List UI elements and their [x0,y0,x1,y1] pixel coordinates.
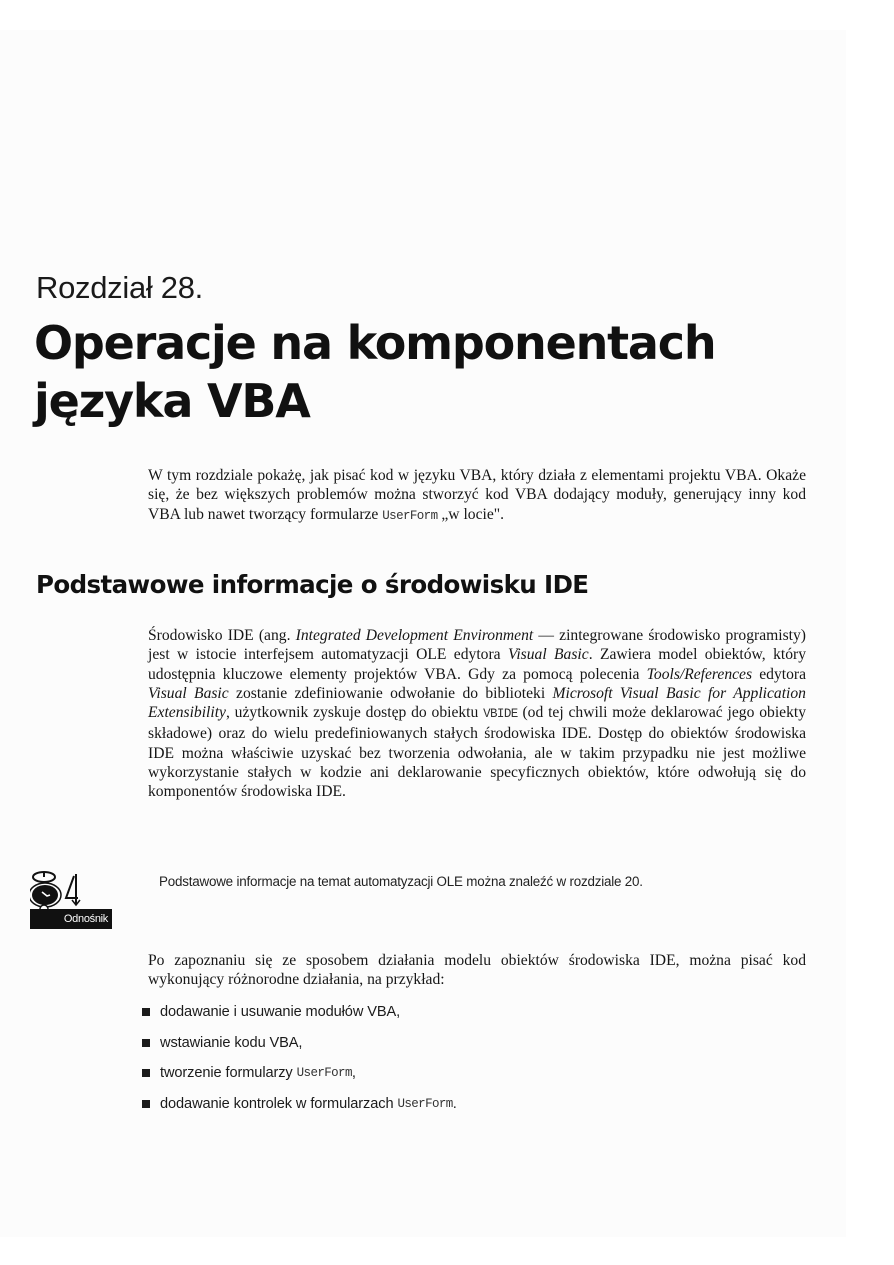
text-span: — zintegrowane środowisko programisty) jest w istocie interfejsem automatyzacji OLE edytora [148,627,806,664]
examples-list [142,1002,457,1125]
intro-paragraph [148,466,806,526]
list-item [142,1063,457,1094]
list-item-text: dodawanie kontrolek w formularzach [160,1096,394,1113]
note-text: Podstawowe informacje na temat automatyzacji OLE można znaleźć w rozdziale 20. [159,874,643,889]
text-span: Środowisko IDE (ang. [148,627,296,644]
list-item-suffix: , [351,1065,356,1082]
chapter-number: Rozdział 28. [36,270,203,305]
ide-paragraph [148,626,806,802]
bullet-square-icon [142,1100,150,1108]
inline-code: UserForm [382,508,438,523]
italic-term: Tools/References [646,665,753,683]
inline-code: VBIDE [483,707,518,722]
inline-code: UserForm [397,1097,453,1112]
italic-term: Integrated Development Environment [295,627,534,644]
italic-term: Visual Basic [507,646,589,664]
italic-term: Visual Basic [148,684,229,702]
cross-reference-icon [30,868,130,930]
list-item [142,1094,457,1125]
text-span: . Zawiera model obiektów, który udostępnia kluczowe elementy projektów VBA. Gdy za pomocą polecenia [148,646,806,683]
list-item [142,1033,457,1064]
list-item-suffix: . [452,1096,457,1113]
text-span: (od tej chwili może deklarować jego obiekty składowe) oraz do wielu predefiniowanych stałych środowiska IDE. Dostęp do obiektów środowiska IDE można właściwie uzyskać bez tworzenia odwołania, ale w takim przypadku nie jest możliwe wykorzystanie stałych w kodzie ani deklarowanie specyficznych obiektów, które odwołują się do komponentów środowiska IDE. [148,704,806,801]
section-heading: Podstawowe informacje o środowisku IDE [36,570,589,599]
examples-intro-paragraph: Po zapoznaniu się ze sposobem działania modelu obiektów środowiska IDE, można pisać kod wykonujący różnorodne działania, na przykład: [148,952,806,989]
text-span: edytora [752,665,806,683]
list-item-text: dodawanie i usuwanie modułów VBA, [160,1004,401,1020]
italic-term: Microsoft Visual Basic for Application Extensibility [148,684,806,722]
cross-reference-note [30,868,820,930]
intro-text-end: „w locie". [437,505,505,523]
bullet-square-icon [142,1008,150,1016]
list-item-text: wstawianie kodu VBA, [160,1034,303,1051]
chapter-title: Operacje na komponentach języka VBA [34,316,716,428]
list-item [142,1002,457,1033]
bullet-square-icon [142,1069,150,1077]
inline-code: UserForm [296,1066,352,1081]
list-item-text: tworzenie formularzy [160,1065,293,1082]
text-span: zostanie zdefiniowanie odwołanie do biblioteki [228,684,553,702]
bullet-square-icon [142,1039,150,1047]
note-badge: Odnośnik [30,909,112,929]
intro-text: W tym rozdziale pokażę, jak pisać kod w języku VBA, który działa z elementami projektu VBA. Okaże się, że bez większych problemów można stworzyć kod VBA dodający moduły, generujący inny kod VBA lub nawet tworzący formularze [148,467,806,523]
text-span: , użytkownik zyskuje dostęp do obiektu [225,704,484,722]
